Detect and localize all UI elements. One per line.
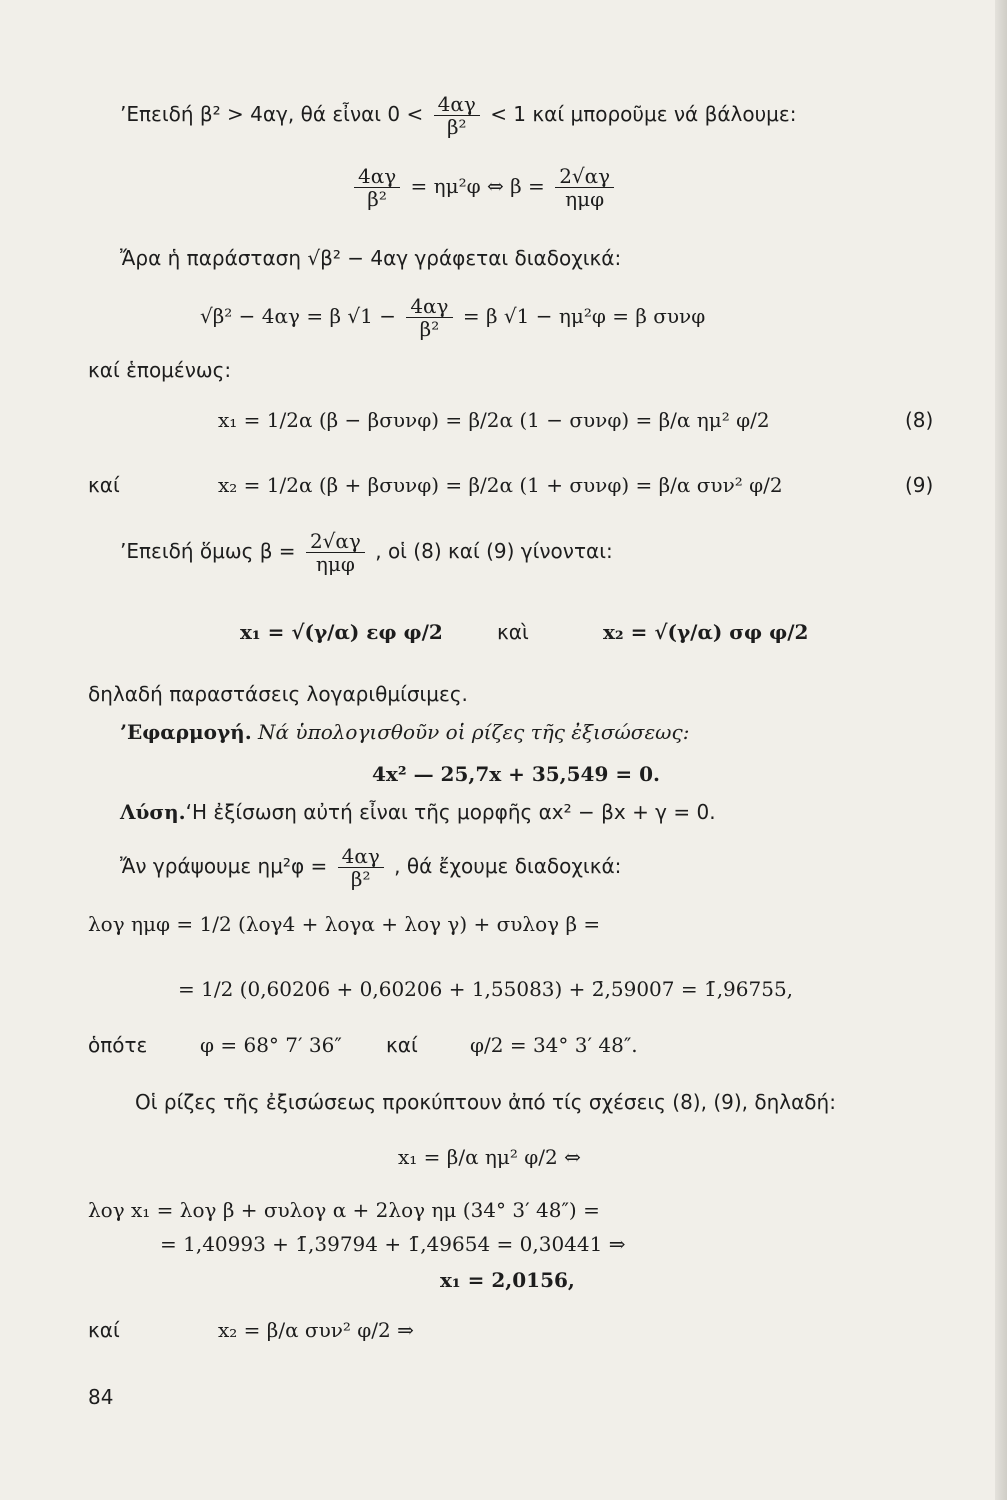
line-17-opote: ὁπότε: [88, 1033, 148, 1057]
line-9-x2: x₂ = √(γ/α) σφ φ/2: [603, 620, 809, 644]
line-15: λογ ημφ = 1/2 (λογ4 + λογα + λογ γ) + συλογ β =: [88, 912, 601, 936]
line-17-phi: φ = 68° 7′ 36″: [200, 1033, 342, 1057]
line-19: x₁ = β/α ημ² φ/2 ⇔: [398, 1145, 581, 1169]
line-23-kai: καί: [88, 1318, 120, 1342]
line-17-kai: καί: [386, 1033, 418, 1057]
equation-number-8: (8): [905, 408, 934, 432]
equation-8: x₁ = 1/2α (β − βσυνφ) = β/2α (1 − συνφ) = β/α ημ² φ/2: [218, 408, 770, 432]
line-1-start: ’Επειδή β² > 4αγ, θά εἶναι 0 <: [120, 102, 424, 126]
page-edge: [995, 0, 1007, 1500]
line-1-end: < 1 καί μποροῦμε νά βάλουμε:: [490, 102, 797, 126]
page-number: 84: [88, 1385, 114, 1409]
fraction-4ag-over-b2: $\frac{4\alpha\gamma}{\text{β²}}$: [434, 93, 480, 138]
line-11: ’Εφαρμογή. Νά ὑπολογισθοῦν οἱ ρίζες τῆς ἐξισώσεως:: [120, 720, 690, 744]
line-1: [120, 93, 796, 138]
line-14: Ἄν γράψουμε ημ²φ = $\frac{4\alpha\gamma}{\text{β²}}$ , θά ἔχουμε διαδοχικά:: [120, 844, 622, 891]
line-12-equation: 4x² — 25,7x + 35,549 = 0.: [372, 762, 660, 786]
line-4: √β² − 4αγ = β √1 − $\frac{4\alpha\gamma}{\text{β²}}$ = β √1 − ημ²φ = β συνφ: [200, 294, 706, 341]
line-23: x₂ = β/α συν² φ/2 ⇒: [218, 1318, 414, 1342]
line-17-half-phi: φ/2 = 34° 3′ 48″.: [470, 1033, 638, 1057]
line-7-kai: καί: [88, 473, 120, 497]
equation-9: x₂ = 1/2α (β + βσυνφ) = β/2α (1 + συνφ) = β/α συν² φ/2: [218, 473, 783, 497]
line-10: δηλαδή παραστάσεις λογαριθμίσιμες.: [88, 682, 468, 706]
line-3: Ἄρα ἡ παράσταση √β² − 4αγ γράφεται διαδοχικά:: [120, 246, 622, 270]
line-18: Οἱ ρίζες τῆς ἐξισώσεως προκύπτουν ἀπό τίς σχέσεις (8), (9), δηλαδή:: [135, 1090, 836, 1114]
line-16: = 1/2 (0,60206 + 0,60206 + 1,55083) + 2̄,59007 = 1̄,96755,: [178, 977, 794, 1001]
line-9-x1: x₁ = √(γ/α) εφ φ/2: [240, 620, 443, 644]
line-21: = 1,40993 + 1̄,39794 + 1̄,49654 = 0,30441 ⇒: [160, 1232, 626, 1256]
line-22-result: x₁ = 2,0156,: [440, 1268, 575, 1292]
line-5: καί ἑπομένως:: [88, 358, 232, 382]
line-20: λογ x₁ = λογ β + συλογ α + 2λογ ημ (34° 3′ 48″) =: [88, 1198, 600, 1222]
line-13: Λύση.‘Η ἐξίσωση αὐτή εἶναι τῆς μορφῆς αx² − βx + γ = 0.: [120, 800, 716, 824]
line-9-kai: καὶ: [497, 620, 529, 644]
line-8: ’Επειδή ὅμως β = $\frac{2√\alpha\gamma}{\text{ημφ}}$ , οἱ (8) καί (9) γίνονται:: [120, 529, 613, 576]
equation-number-9: (9): [905, 473, 934, 497]
line-2: $\frac{4\alpha\gamma}{\text{β²}}$ = ημ²φ ⇔ β = $\frac{2√\alpha\gamma}{\text{ημφ}}$: [350, 165, 618, 210]
